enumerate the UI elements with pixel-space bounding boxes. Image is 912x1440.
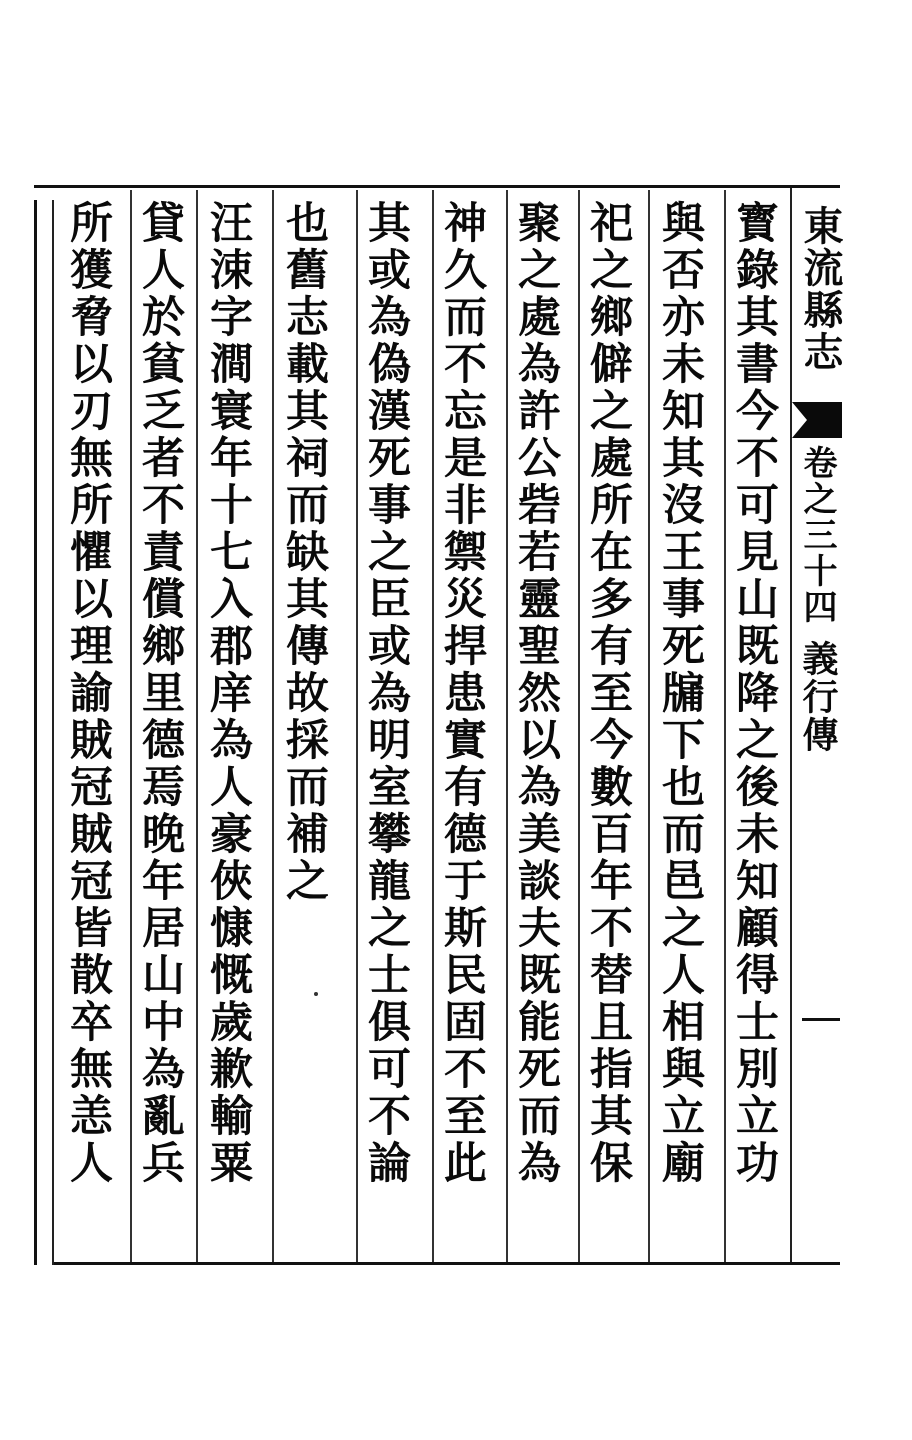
text-column-3: 祀之鄉僻之處所在多有至今數百年不替且指其保 [583, 200, 633, 1187]
text-column-1: 寳錄其書今不可見山既降之後未知顧得士別立功 [729, 200, 779, 1187]
ink-dot [314, 992, 318, 996]
column-rule [196, 190, 198, 1262]
text-column-5: 神久而不忘是非禦災捍患實有德于斯民固不至此 [437, 200, 487, 1187]
section-label: 義行傳 [797, 640, 839, 754]
column-rule [130, 190, 132, 1262]
frame-top-border [34, 185, 840, 188]
column-rule [648, 190, 650, 1262]
text-column-6: 其或為偽漢死事之臣或為明室攀龍之士俱可不論 [361, 200, 411, 1187]
column-rule [506, 190, 508, 1262]
column-rule [356, 190, 358, 1262]
column-rule [432, 190, 434, 1262]
text-column-9: 貸人於貧乏者不責償鄉里德焉晚年居山中為亂兵 [135, 200, 185, 1187]
banxin-border [790, 188, 792, 1262]
frame-bottom-border [52, 1262, 840, 1265]
frame-left-outer-border [34, 200, 37, 1265]
text-column-4: 聚之處為許公砦若靈聖然以為美談夫既能死而為 [511, 200, 561, 1187]
text-column-2: 與否亦未知其沒王事死牖下也而邑之人相與立廟 [655, 200, 705, 1187]
text-column-8: 汪涑字澗寰年十七入郡庠為人豪俠慷慨歲歉輸粟 [203, 200, 253, 1187]
book-title: 東流縣志 [797, 205, 844, 373]
banxin-divider [802, 1018, 840, 1021]
column-rule [578, 190, 580, 1262]
text-column-10: 所獲脅以刃無所懼以理諭賊冠賊冠皆散卒無恙人 [63, 200, 113, 1187]
frame-left-inner-border [52, 200, 54, 1265]
column-rule [272, 190, 274, 1262]
fish-tail-mark [792, 402, 842, 438]
column-rule [724, 190, 726, 1262]
volume-label: 卷之三十四 [797, 445, 837, 625]
text-column-7: 也舊志載其祠而缺其傳故採而補之 [279, 200, 329, 905]
